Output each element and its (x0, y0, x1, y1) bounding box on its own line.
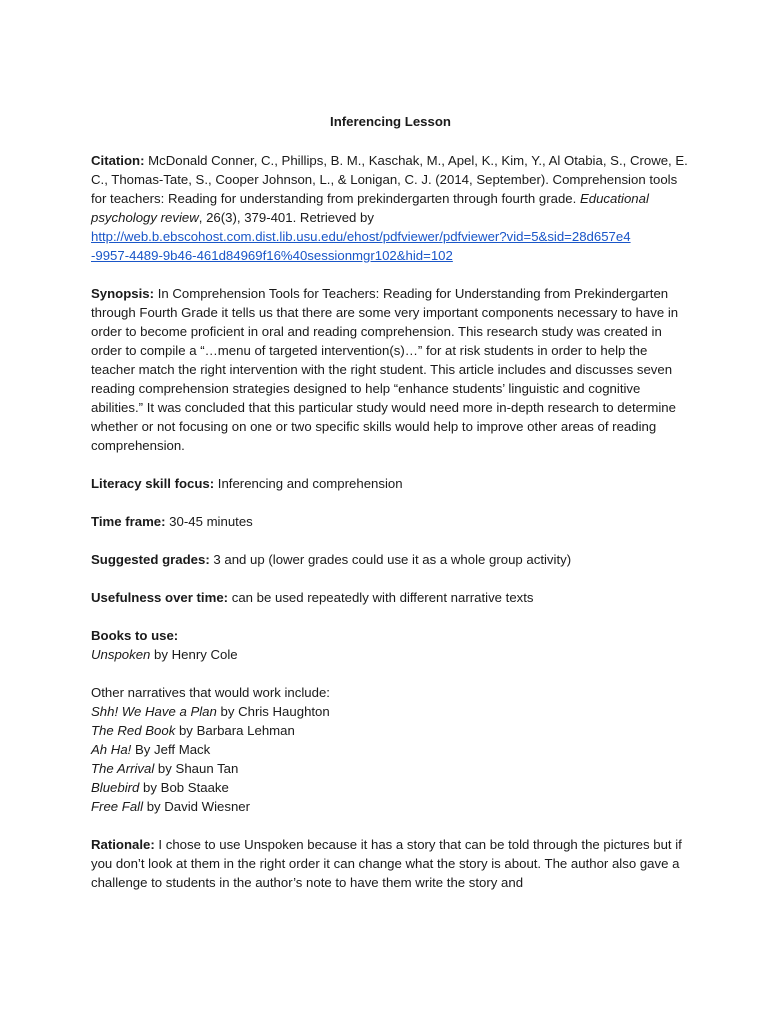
list-item (91, 702, 690, 721)
list-item (91, 778, 690, 797)
citation-section (91, 151, 690, 265)
book-author: by Barbara Lehman (175, 723, 295, 738)
synopsis-section (91, 284, 690, 455)
suggested-grades-text: 3 and up (lower grades could use it as a whole group activity) (209, 552, 572, 567)
book-author: by David Wiesner (143, 799, 251, 814)
other-books-section (91, 683, 690, 816)
suggested-grades-section (91, 550, 690, 569)
time-frame-section (91, 512, 690, 531)
literacy-skill-section (91, 474, 690, 493)
book-title: The Red Book (91, 723, 176, 738)
list-item (91, 740, 690, 759)
suggested-grades-label: Suggested grades: (91, 552, 210, 567)
citation-authors: McDonald Conner, C., Phillips, B. M., Kaschak, M., Apel, K., Kim, Y., Al Otabia, S., Crowe, E. C., Thomas-Tate, S., Cooper Johnson, L., & Lonigan, C. J. (2014, September). Comprehension tools for teachers: Reading for understanding from prekindergarten through fourth grade. (91, 153, 688, 206)
citation-journal: Educational psychology review (91, 191, 649, 225)
book-title: Shh! We Have a Plan (91, 704, 217, 719)
list-item (91, 797, 690, 816)
usefulness-label: Usefulness over time: (91, 590, 229, 605)
citation-url-link-part2[interactable]: -9957-4489-9b46-461d84969f16%40sessionmgr102&hid=102 (91, 248, 453, 263)
page-title: Inferencing Lesson (330, 114, 451, 129)
main-book-title: Unspoken (91, 647, 151, 662)
time-frame-label: Time frame: (91, 514, 166, 529)
usefulness-text: can be used repeatedly with different narrative texts (228, 590, 534, 605)
book-author: by Shaun Tan (154, 761, 239, 776)
usefulness-section (91, 588, 690, 607)
literacy-skill-text: Inferencing and comprehension (214, 476, 403, 491)
citation-details: , 26(3), 379-401. Retrieved by (198, 210, 374, 225)
books-section (91, 626, 690, 664)
synopsis-text: In Comprehension Tools for Teachers: Reading for Understanding from Prekindergarten through Fourth Grade it tells us that there are some very important components necessary to have in order to become proficient in oral and reading comprehension. This research study was created in order to compile a “…menu of targeted intervention(s)…” for at risk students in order to help the teacher match the right intervention with the right student. This article includes and discusses seven reading comprehension strategies designed to help “enhance students’ linguistic and cognitive abilities.” It was concluded that this particular study would need more in-depth research to determine whether or not focusing on one or two specific skills would help to improve other areas of reading comprehension. (91, 286, 679, 453)
literacy-skill-label: Literacy skill focus: (91, 476, 215, 491)
book-author: by Bob Staake (139, 780, 229, 795)
other-books-intro: Other narratives that would work include: (91, 685, 330, 700)
rationale-text: I chose to use Unspoken because it has a story that can be told through the pictures but if you don’t look at them in the right order it can change what the story is about. The author also gave a challenge to students in the author’s note to have them write the story and (91, 837, 682, 890)
book-title: Bluebird (91, 780, 140, 795)
main-book (91, 645, 690, 664)
main-book-author: by Henry Cole (150, 647, 238, 662)
book-title: Ah Ha! (91, 742, 132, 757)
time-frame-text: 30-45 minutes (165, 514, 253, 529)
books-label: Books to use: (91, 628, 179, 643)
citation-url-link-part1[interactable]: http://web.b.ebscohost.com.dist.lib.usu.edu/ehost/pdfviewer/pdfviewer?vid=5&sid=28d657e4 (91, 229, 631, 244)
list-item (91, 721, 690, 740)
rationale-section (91, 835, 690, 892)
list-item (91, 759, 690, 778)
book-title: The Arrival (91, 761, 155, 776)
synopsis-label: Synopsis: (91, 286, 155, 301)
book-title: Free Fall (91, 799, 144, 814)
rationale-label: Rationale: (91, 837, 155, 852)
citation-label: Citation: (91, 153, 145, 168)
book-author: By Jeff Mack (131, 742, 211, 757)
book-author: by Chris Haughton (216, 704, 330, 719)
